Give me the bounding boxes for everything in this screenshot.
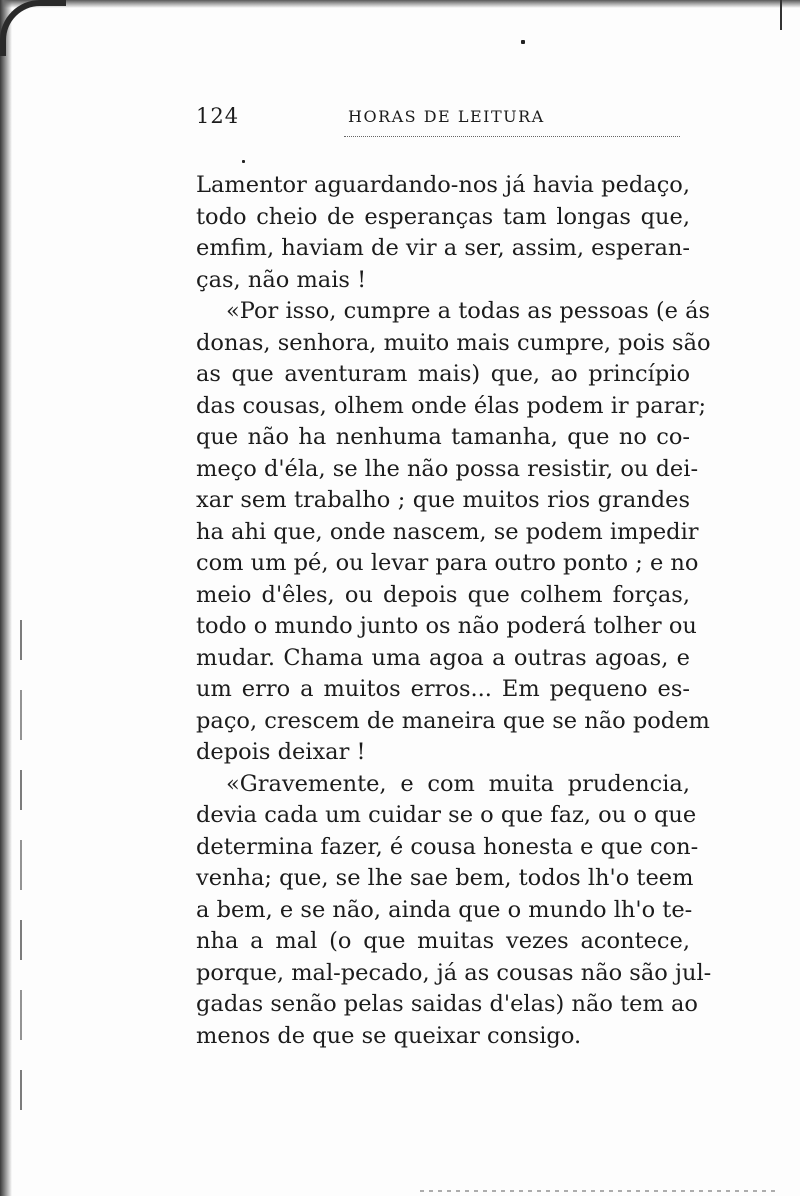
scan-edge-left (0, 0, 14, 1196)
ink-speck (242, 160, 245, 163)
text-line: devia cada um cuidar se o que faz, ou o que (196, 802, 697, 828)
text-line: todo cheio de esperanças tam longas que, (196, 203, 690, 230)
page-header (196, 104, 690, 138)
text-line: gadas senão pelas saidas d'elas) não tem ao (196, 991, 698, 1017)
running-title: HORAS DE LEITURA (348, 107, 545, 126)
text-line: mudar. Chama uma agoa a outras agoas, e (196, 644, 690, 671)
paragraph (196, 170, 690, 296)
scan-edge-top (0, 0, 800, 8)
text-line: donas, senhora, muito mais cumpre, pois são (196, 329, 711, 356)
text-line: ha ahi que, onde nascem, se podem impedir (196, 518, 699, 545)
text-line: nha a mal (o que muitas vezes acontece, (196, 928, 690, 954)
paragraph (196, 769, 712, 1053)
text-line: com um pé, ou levar para outro ponto ; e no (196, 550, 699, 576)
text-line: paço, crescem de maneira que se não podem (196, 707, 710, 734)
text-line: «Por isso, cumpre a todas as pessoas (e ás (226, 298, 711, 324)
text-line: «Gravemente, e com muita prudencia, (226, 770, 690, 797)
text-line: determina fazer, é cousa honesta e que con- (196, 833, 699, 860)
text-line: Lamentor aguardando-nos já havia pedaço, (196, 172, 690, 198)
text-line: menos de que se queixar consigo. (196, 1022, 582, 1049)
text-line: a bem, e se não, ainda que o mundo lh'o te- (196, 896, 693, 923)
text-line: xar sem trabalho ; que muitos rios grandes (196, 487, 690, 513)
scan-edge-left-marks (20, 620, 22, 1120)
text-line: um erro a muitos erros... Em pequeno es- (196, 676, 690, 702)
ink-speck (521, 40, 525, 44)
text-line: depois deixar ! (196, 739, 366, 765)
text-line: meço d'éla, se lhe não possa resistir, ou dei- (196, 455, 699, 482)
text-line: emfim, haviam de vir a ser, assim, esperan- (196, 235, 690, 261)
text-line: das cousas, olhem onde élas podem ir parar; (196, 392, 707, 419)
header-rule (344, 136, 680, 137)
scan-edge-bottom-marks (420, 1190, 780, 1192)
text-line: que não ha nenhuma tamanha, que no co- (196, 424, 690, 450)
text-line: ças, não mais ! (196, 266, 367, 293)
text-line: porque, mal-pecado, já as cousas não são jul- (196, 959, 712, 986)
text-line: todo o mundo junto os não poderá tolher ou (196, 613, 697, 639)
text-line: as que aventuram mais) que, ao princípio (196, 361, 690, 387)
text-line: venha; que, se lhe sae bem, todos lh'o teem (196, 865, 694, 891)
paragraph (196, 296, 711, 769)
scan-edge-right-mark (780, 0, 782, 30)
text-line: meio d'êles, ou depois que colhem forças, (196, 581, 690, 608)
body-text (196, 170, 712, 1052)
page-number: 124 (196, 104, 240, 128)
